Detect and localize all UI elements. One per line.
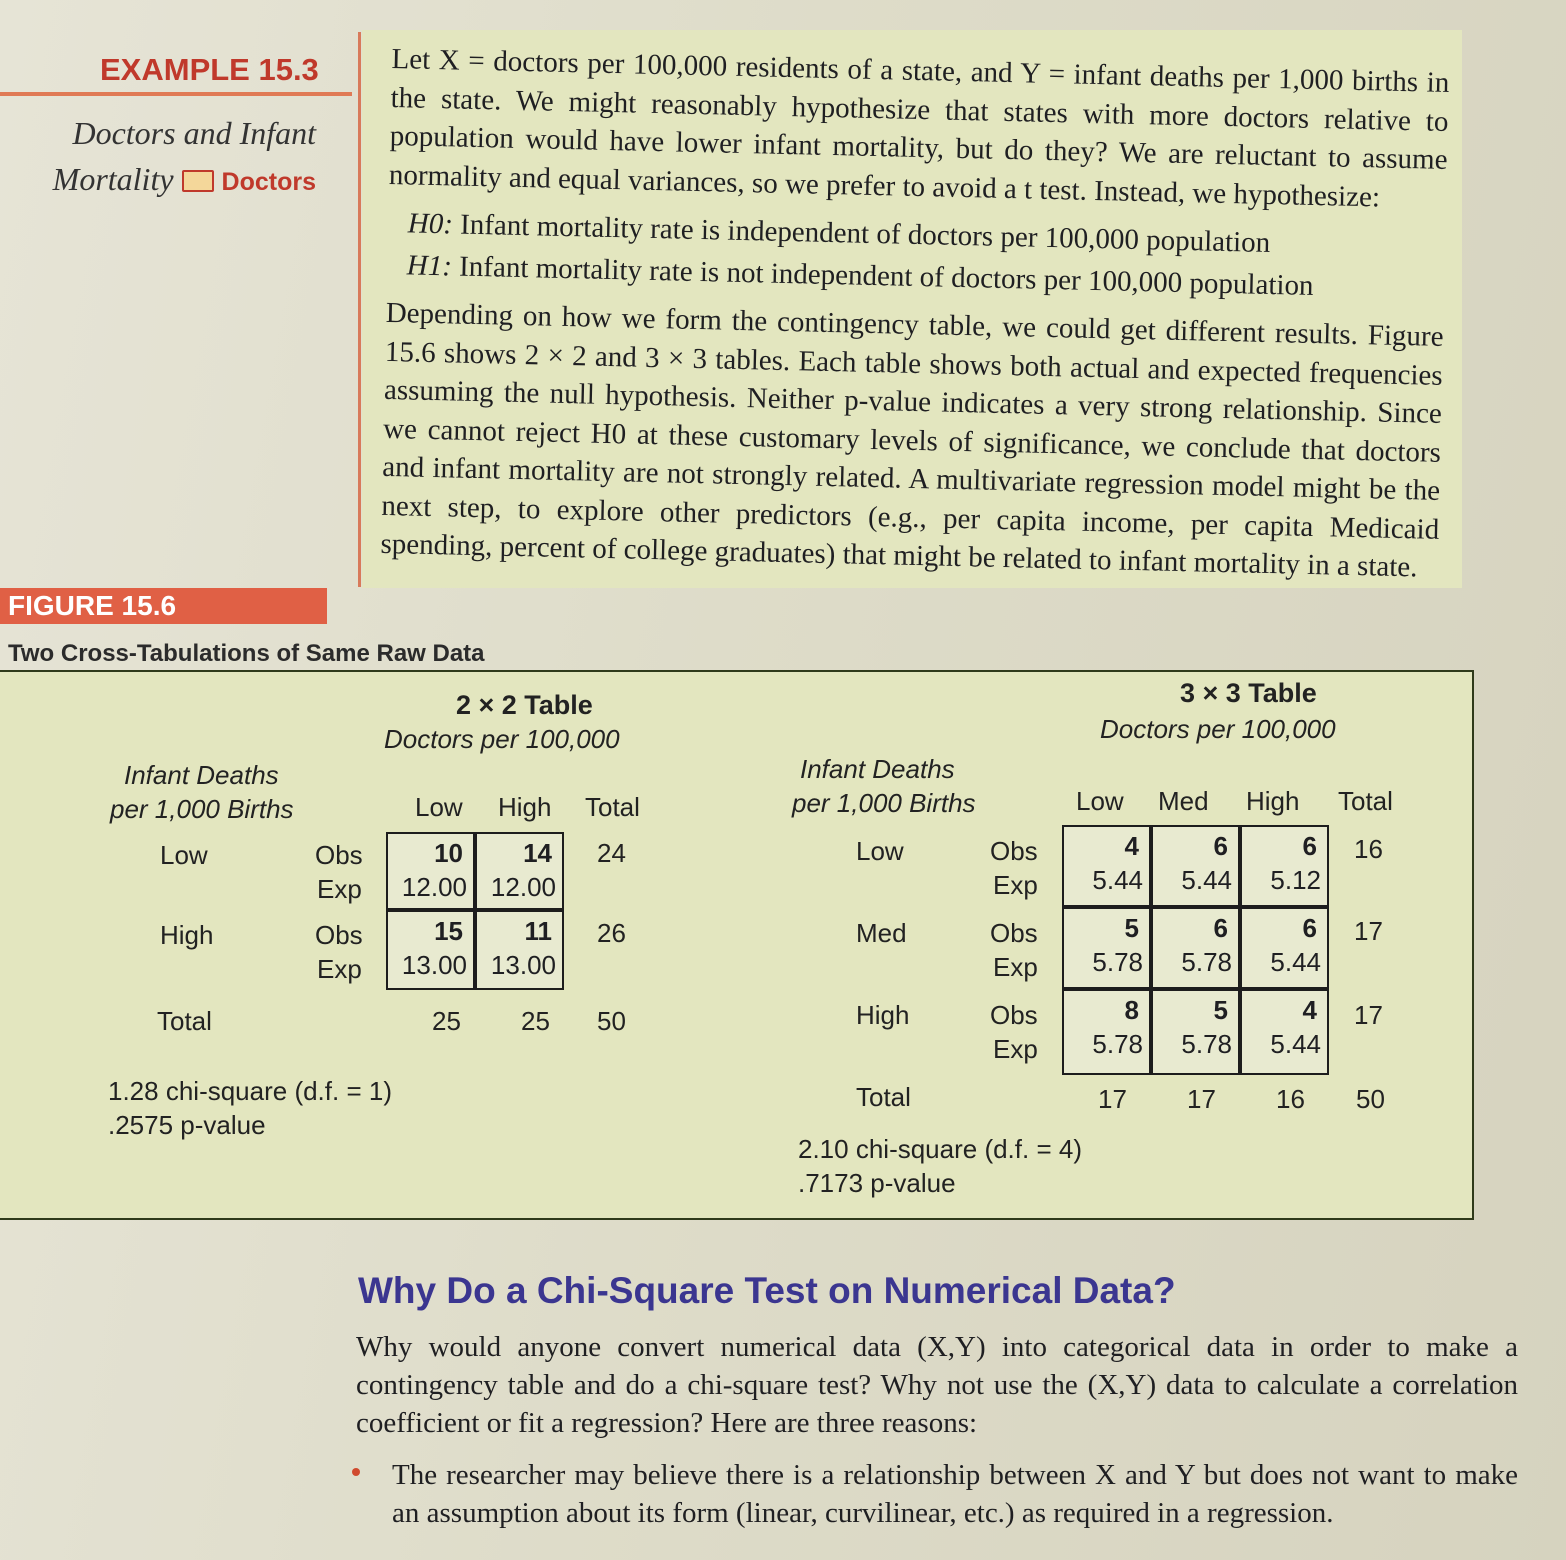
table3-row-med: Med <box>856 918 907 948</box>
table3-subtitle: Doctors per 100,000 <box>1100 714 1336 744</box>
table3-cell: 4 5.44 <box>1240 989 1329 1075</box>
table3-cell: 4 5.44 <box>1062 825 1151 907</box>
table3-cell: 5 5.78 <box>1062 907 1151 989</box>
table3-obs-label: Obs <box>990 918 1038 948</box>
table2-row-low: Low <box>160 840 208 870</box>
table3-exp-label: Exp <box>993 870 1038 900</box>
table2-obs-label: Obs <box>315 840 363 870</box>
table3-col-low: Low <box>1076 786 1124 816</box>
table2-col-total-value: 25 <box>432 1006 461 1036</box>
example-rule <box>0 92 352 96</box>
table3-chi-square: 2.10 chi-square (d.f. = 4) <box>798 1134 1082 1164</box>
section-paragraph: Why would anyone convert numerical data (X,Y) into categorical data in order to make a contingency table and do a chi-square test? Why not use the (X,Y) data to calculate a correlation coefficient or fit a regression? Here are three reasons: <box>356 1331 1518 1439</box>
example-vertical-rule <box>358 32 361 587</box>
table2-cell: 11 13.00 <box>475 910 564 990</box>
table2-obs-label: Obs <box>315 920 363 950</box>
table3-row-header-1: Infant Deaths <box>800 754 955 784</box>
table2-row-header-2: per 1,000 Births <box>110 794 294 824</box>
table2-chi-square: 1.28 chi-square (d.f. = 1) <box>108 1076 392 1106</box>
bullet-icon <box>352 1468 360 1476</box>
table2-col-high: High <box>498 792 552 822</box>
table3-col-total-value: 17 <box>1098 1084 1127 1114</box>
table3-cell: 6 5.44 <box>1151 825 1240 907</box>
alternative-hypothesis: H1: Infant mortality rate is not independent of doctors per 100,000 population <box>406 249 1314 302</box>
table2-col-low: Low <box>415 792 463 822</box>
null-hypothesis: H0: Infant mortality rate is independent of doctors per 100,000 population <box>407 207 1271 259</box>
table2-row-header-1: Infant Deaths <box>124 760 279 790</box>
hypotheses <box>406 202 1446 310</box>
example-intro: Let X = doctors per 100,000 residents of a state, and Y = infant deaths per 1,000 births in the state. We might reasonably hypothesize that states with more doctors relative to population would have lower infant mortality, but do they? We are reluctant to assume normality and equal variances, so we prefer to avoid a t test. Instead, we hypothesize: <box>388 42 1450 213</box>
table2-grand-total: 50 <box>597 1006 626 1036</box>
table3-p-value: .7173 p-value <box>798 1168 956 1198</box>
table3-grand-total: 50 <box>1356 1084 1385 1114</box>
bullet-item: The researcher may believe there is a relationship between X and Y but does not want to make an assumption about its form (linear, curvilinear, etc.) as required in a regression. <box>356 1456 1518 1532</box>
table3-cell: 6 5.44 <box>1240 907 1329 989</box>
table3-row-total: 16 <box>1354 834 1383 864</box>
table2-cell: 10 12.00 <box>386 832 475 910</box>
table3-col-total-value: 16 <box>1276 1084 1305 1114</box>
table2-col-total-value: 25 <box>521 1006 550 1036</box>
section-body <box>356 1328 1518 1532</box>
table2-cell: 15 13.00 <box>386 910 475 990</box>
table2-p-value: .2575 p-value <box>108 1110 266 1140</box>
table3-cell: 8 5.78 <box>1062 989 1151 1075</box>
table3-obs-label: Obs <box>990 1000 1038 1030</box>
datafile-folder-icon <box>182 170 214 192</box>
table3-row-header-2: per 1,000 Births <box>792 788 976 818</box>
table3-row-low: Low <box>856 836 904 866</box>
datafile-name: Doctors <box>221 168 316 196</box>
table3-row-high: High <box>856 1000 910 1030</box>
table2-col-total: Total <box>585 792 640 822</box>
section-heading: Why Do a Chi-Square Test on Numerical Data? <box>358 1270 1176 1311</box>
example-label: EXAMPLE 15.3 <box>100 52 319 87</box>
example-text <box>380 40 1450 587</box>
figure-caption: Two Cross-Tabulations of Same Raw Data <box>8 640 485 667</box>
example-body: Depending on how we form the contingency table, we could get different results. Figure 15.6 shows 2 × 2 and 3 × 3 tables. Each table shows both actual and expected frequencies assuming the null hypothesis. Neither p-value indicates a very strong relationship. Since we cannot reject H0 at these customary levels of significance, we conclude that doctors and infant mortality are not strongly related. A multivariate regression model might be the next step, to explore other predictors (e.g., per capita income, per capita Medicaid spending, percent of college graduates) that might be related to infant mortality in a state. <box>380 296 1444 584</box>
table3-obs-label: Obs <box>990 836 1038 866</box>
table2-row-high: High <box>160 920 214 950</box>
table3-cell: 6 5.78 <box>1151 907 1240 989</box>
table3-exp-label: Exp <box>993 952 1038 982</box>
table3-cell: 6 5.12 <box>1240 825 1329 907</box>
table3-col-high: High <box>1246 786 1300 816</box>
example-title-line1: Doctors and Infant <box>72 115 316 151</box>
table3-row-total: 17 <box>1354 916 1383 946</box>
table2-row-total: 26 <box>597 918 626 948</box>
table3-col-total-value: 17 <box>1187 1084 1216 1114</box>
example-title <box>53 110 316 205</box>
figure-box <box>0 670 1474 1220</box>
table2-exp-label: Exp <box>317 954 362 984</box>
table2-cell: 14 12.00 <box>475 832 564 910</box>
table3-total-label: Total <box>856 1082 911 1112</box>
table2-row-total: 24 <box>597 838 626 868</box>
table2-subtitle: Doctors per 100,000 <box>384 724 620 754</box>
table3-cell: 5 5.78 <box>1151 989 1240 1075</box>
table3-exp-label: Exp <box>993 1034 1038 1064</box>
table3-col-total: Total <box>1338 786 1393 816</box>
table3-col-med: Med <box>1158 786 1209 816</box>
figure-tag: FIGURE 15.6 <box>0 588 327 624</box>
table3-row-total: 17 <box>1354 1000 1383 1030</box>
table2-exp-label: Exp <box>317 874 362 904</box>
example-title-line2: Mortality <box>52 161 174 197</box>
table2-total-label: Total <box>157 1006 212 1036</box>
table2-title: 2 × 2 Table <box>456 690 593 720</box>
table3-title: 3 × 3 Table <box>1180 678 1317 708</box>
